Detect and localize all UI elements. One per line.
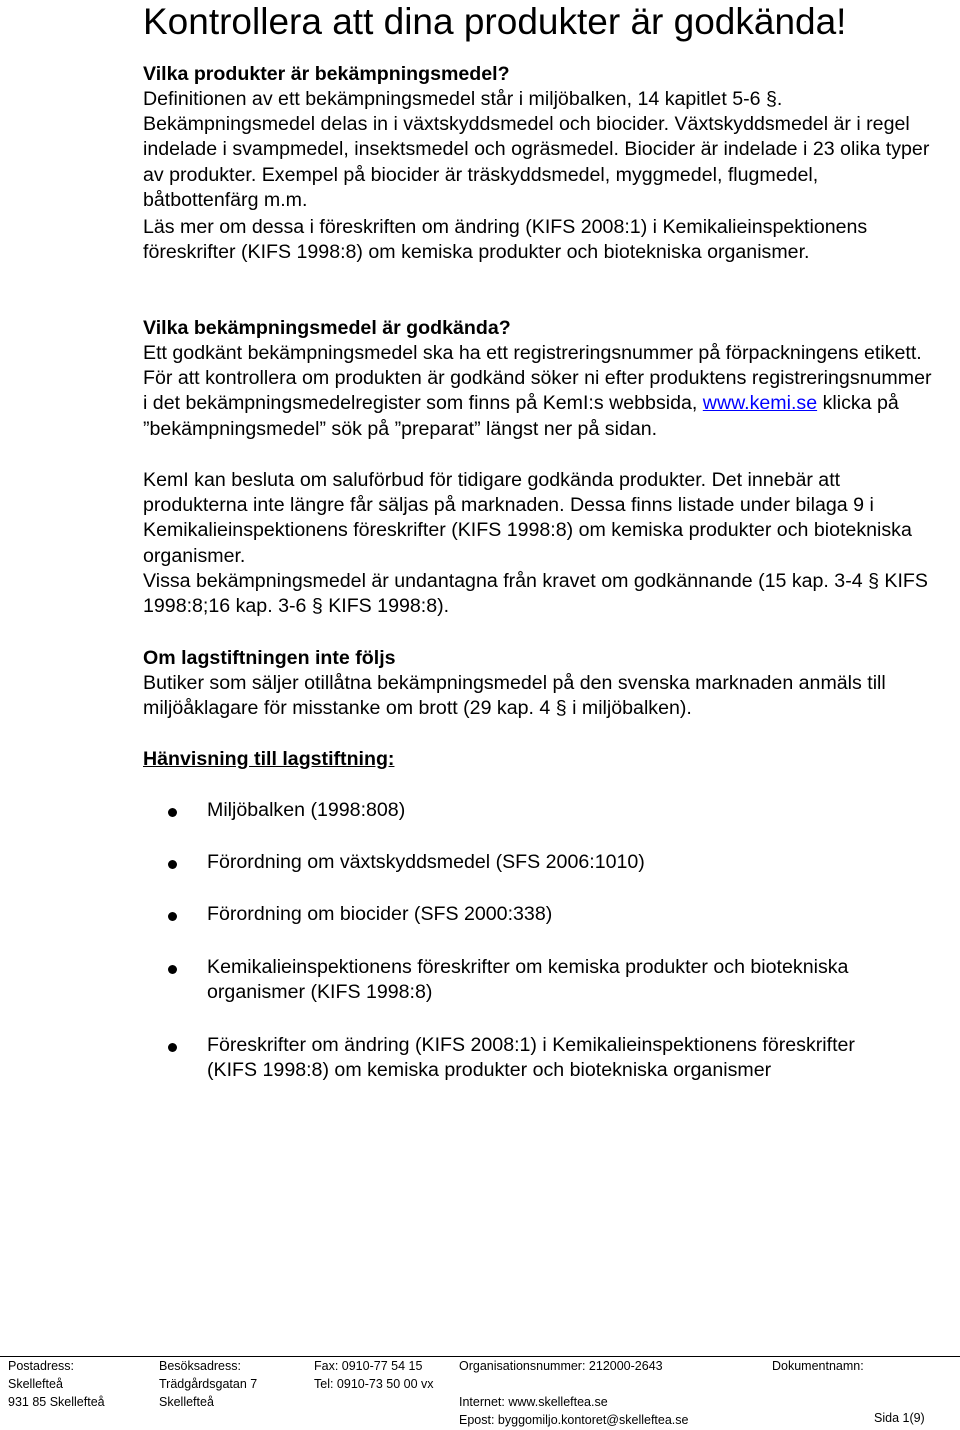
reference-text: Förordning om växtskyddsmedel (SFS 2006:1010) (207, 851, 645, 873)
footer-email: Epost: byggomiljo.kontoret@skelleftea.se (459, 1413, 689, 1427)
paragraph-definition: Definitionen av ett bekämpningsmedel står i miljöbalken, 14 kapitlet 5-6 §. Bekämpningsmedel delas in i växtskyddsmedel och biocider. Växtskyddsmedel är i regel indelade i svampmedel, insektsmedel och ogräsmedel. Biocider är indelade i 23 olika typer av produkter. Exempel på biocider är träskyddsmedel, myggmedel, flugmedel, båtbottenfärg m.m. (143, 88, 930, 211)
footer-tel: Tel: 0910-73 50 00 vx (314, 1377, 434, 1391)
paragraph-exemptions: Vissa bekämpningsmedel är undantagna från kravet om godkännande (15 kap. 3-4 § KIFS 1998:8;16 kap. 3-6 § KIFS 1998:8). (143, 570, 928, 618)
bullet-icon (168, 965, 177, 974)
reference-text: Föreskrifter om ändring (KIFS 2008:1) i Kemikalieinspektionens föreskrifter (KIFS 1998:8) om kemiska produkter och biotekniska organismer (207, 1034, 855, 1082)
footer-visit-line2: Skellefteå (159, 1395, 214, 1409)
bullet-icon (168, 808, 177, 817)
footer-postal-line1: Skellefteå (8, 1377, 63, 1391)
footer-visit-label: Besöksadress: (159, 1359, 241, 1373)
footer-postal-line2: 931 85 Skellefteå (8, 1395, 105, 1409)
footer-postal-label: Postadress: (8, 1359, 75, 1373)
kemi-link[interactable]: www.kemi.se (702, 392, 818, 415)
bullet-icon (168, 912, 177, 921)
footer-visit-line1: Trädgårdsgatan 7 (159, 1377, 258, 1391)
page-title: Kontrollera att dina produkter är godkända! (143, 1, 847, 42)
footer-internet: Internet: www.skelleftea.se (459, 1395, 608, 1409)
section-heading-products: Vilka produkter är bekämpningsmedel? (143, 63, 510, 85)
page-number: Sida 1(9) (874, 1411, 925, 1425)
paragraph-sales-ban: KemI kan besluta om saluförbud för tidigare godkända produkter. Det innebär att produkterna inte längre får säljas på marknaden. Dessa finns listade under bilaga 9 i Kemikalieinspektionens föreskrifter (KIFS 1998:8) om kemiska produkter och biotekniska organismer. (143, 469, 912, 567)
reference-text: Miljöbalken (1998:808) (207, 799, 406, 821)
paragraph-violations: Butiker som säljer otillåtna bekämpningsmedel på den svenska marknaden anmäls till miljöåklagare för misstanke om brott (29 kap. 4 § i miljöbalken). (143, 672, 886, 720)
footer-org-number: Organisationsnummer: 212000-2643 (459, 1359, 663, 1373)
bullet-icon (168, 860, 177, 869)
footer-fax: Fax: 0910-77 54 15 (314, 1359, 423, 1373)
paragraph-registration-text-end: klicka på ”bekämpningsmedel” sök på ”preparat” längst ner på sidan. (143, 392, 899, 440)
reference-text: Förordning om biocider (SFS 2000:338) (207, 903, 553, 925)
paragraph-registration (143, 341, 933, 442)
bullet-icon (168, 1043, 177, 1052)
paragraph-registration-text: Ett godkänt bekämpningsmedel ska ha ett registreringsnummer på förpackningens etikett. För att kontrollera om produkten är godkänd söker ni efter produktens registreringsnummer i det bekämpningsmedelregister som finns på KemI:s webbsida, (143, 342, 932, 415)
reference-text: Kemikalieinspektionens föreskrifter om kemiska produkter och biotekniska organismer (KIFS 1998:8) (207, 956, 849, 1004)
section-heading-approved: Vilka bekämpningsmedel är godkända? (143, 317, 511, 339)
footer-document-name-label: Dokumentnamn: (772, 1359, 864, 1373)
paragraph-read-more: Läs mer om dessa i föreskriften om ändring (KIFS 2008:1) i Kemikalieinspektionens föreskrifter (KIFS 1998:8) om kemiska produkter och biotekniska organismer. (143, 216, 868, 264)
section-heading-references: Hänvisning till lagstiftning: (143, 748, 395, 770)
section-heading-violations: Om lagstiftningen inte följs (143, 647, 396, 669)
